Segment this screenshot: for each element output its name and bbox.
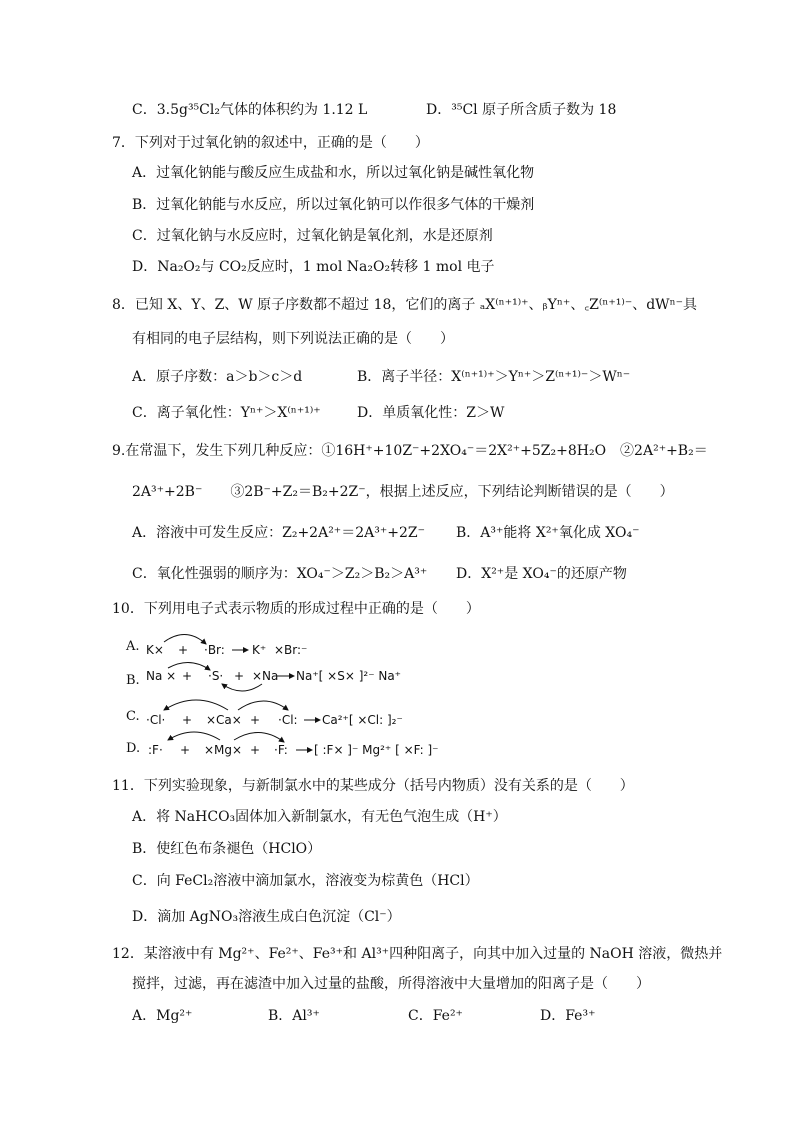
d-f-atom-right: ·F: (274, 743, 288, 757)
q6-option-d: D．³⁵Cl 原子所含质子数为 18 (426, 102, 617, 118)
d-plus-right: + (250, 743, 261, 757)
q11-option-b: B．使红色布条褪色（HClO） (132, 841, 322, 857)
q12-stem-line1: 12．某溶液中有 Mg²⁺、Fe²⁺、Fe³⁺和 Al³⁺四种阳离子，向其中加入过量的 NaOH 溶液，微热并 (112, 946, 723, 962)
q12-stem-line2: 搅拌，过滤，再在滤渣中加入过量的盐酸，所得溶液中大量增加的阳离子是（ ） (132, 976, 650, 992)
c-cl-atom-left: ·Cl· (146, 713, 166, 727)
q6-option-c: C．3.5g³⁵Cl₂气体的体积约为 1.12 L (132, 102, 368, 118)
q8-stem-line1: 8．已知 X、Y、Z、W 原子序数都不超过 18，它们的离子 ₐX⁽ⁿ⁺¹⁾⁺、ᵦYⁿ⁺、꜀Z⁽ⁿ⁺¹⁾⁻、dWⁿ⁻具 (112, 297, 698, 313)
q7-option-d: D．Na₂O₂与 CO₂反应时，1 mol Na₂O₂转移 1 mol 电子 (132, 259, 495, 275)
q12-option-a: A．Mg²⁺ (132, 1008, 193, 1024)
c-plus-left: + (182, 713, 193, 727)
d-plus-left: + (180, 743, 191, 757)
b-plus-left: + (182, 669, 193, 683)
b-na-atom-right: ×Na (252, 669, 279, 683)
q11-option-c: C．向 FeCl₂溶液中滴加氯水，溶液变为棕黄色（HCl） (132, 873, 479, 889)
label-d: D. (126, 741, 141, 756)
q9-option-c: C．氧化性强弱的顺序为：XO₄⁻＞Z₂＞B₂＞A³⁺ (132, 566, 428, 582)
q8-option-d: D．单质氧化性：Z＞W (357, 405, 505, 421)
c-product: Ca²⁺[ ×Cl: ]₂⁻ (322, 713, 403, 727)
c-cl-atom-right: ·Cl: (278, 713, 298, 727)
a-k-atom: K× (146, 643, 164, 657)
a-plus: + (178, 643, 189, 657)
b-transfer-arrow-right (222, 684, 262, 691)
a-br-ion: ×Br:⁻ (274, 643, 308, 657)
label-c: C. (126, 709, 140, 724)
q9-stem-line1: 9.在常温下，发生下列几种反应：①16H⁺+10Z⁻+2XO₄⁻＝2X²⁺+5Z₂+8H₂O ②2A²⁺+B₂＝ (112, 443, 708, 459)
c-transfer-arrow-right (238, 701, 288, 710)
d-transfer-arrow-right (234, 732, 284, 742)
q8-stem-line2: 有相同的电子层结构，则下列说法正确的是（ ） (132, 331, 454, 347)
a-k-ion: K⁺ (252, 643, 267, 657)
c-transfer-arrow-left (164, 700, 228, 710)
b-na-atom-left: Na × (146, 669, 177, 683)
q12-option-b: B．Al³⁺ (268, 1008, 320, 1024)
q7-stem: 7．下列对于过氧化钠的叙述中，正确的是（ ） (112, 135, 429, 151)
a-br-atom: ·Br: (204, 643, 225, 657)
q9-option-b: B．A³⁺能将 X²⁺氧化成 XO₄⁻ (456, 525, 640, 541)
d-product: [ :F× ]⁻ Mg²⁺ [ ×F: ]⁻ (314, 743, 439, 757)
q7-option-b: B．过氧化钠能与水反应，所以过氧化钠可以作很多气体的干燥剂 (132, 197, 535, 213)
d-f-atom-left: :F· (148, 743, 163, 757)
q11-stem: 11．下列实验现象，与新制氯水中的某些成分（括号内物质）没有关系的是（ ） (112, 778, 634, 794)
q9-option-a: A．溶液中可发生反应：Z₂+2A²⁺＝2A³⁺+2Z⁻ (132, 525, 425, 541)
d-mg-atom: ×Mg× (204, 743, 243, 757)
b-s-atom: ·S· (208, 669, 224, 683)
q8-option-c: C．离子氧化性：Yⁿ⁺＞X⁽ⁿ⁺¹⁾⁺ (132, 405, 321, 421)
q9-stem-line2: 2A³⁺+2B⁻ ③2B⁻+Z₂＝B₂+2Z⁻，根据上述反应，下列结论判断错误的是（ ） (132, 484, 674, 500)
q8-option-b: B．离子半径：X⁽ⁿ⁺¹⁾⁺＞Yⁿ⁺＞Z⁽ⁿ⁺¹⁾⁻＞Wⁿ⁻ (357, 369, 631, 385)
q12-option-c: C．Fe²⁺ (408, 1008, 463, 1024)
q10-stem: 10．下列用电子式表示物质的形成过程中正确的是（ ） (112, 601, 480, 617)
electron-formula-diagrams (124, 626, 454, 762)
q12-option-d: D．Fe³⁺ (540, 1008, 596, 1024)
q11-option-a: A．将 NaHCO₃固体加入新制氯水，有无色气泡生成（H⁺） (132, 809, 507, 825)
q7-option-c: C．过氧化钠与水反应时，过氧化钠是氧化剂，水是还原剂 (132, 228, 493, 244)
c-plus-right: + (250, 713, 261, 727)
d-transfer-arrow-left (168, 732, 220, 740)
q11-option-d: D．滴加 AgNO₃溶液生成白色沉淀（Cl⁻） (132, 909, 401, 925)
q7-option-a: A．过氧化钠能与酸反应生成盐和水，所以过氧化钠是碱性氧化物 (132, 165, 535, 181)
c-ca-atom: ×Ca× (206, 713, 242, 727)
label-b: B. (126, 673, 140, 688)
q8-option-a: A．原子序数：a＞b＞c＞d (132, 369, 303, 385)
label-a: A. (126, 639, 140, 654)
b-product: Na⁺[ ×S× ]²⁻ Na⁺ (296, 669, 402, 683)
q9-option-d: D．X²⁺是 XO₄⁻的还原产物 (456, 566, 627, 582)
b-plus-right: + (234, 669, 245, 683)
